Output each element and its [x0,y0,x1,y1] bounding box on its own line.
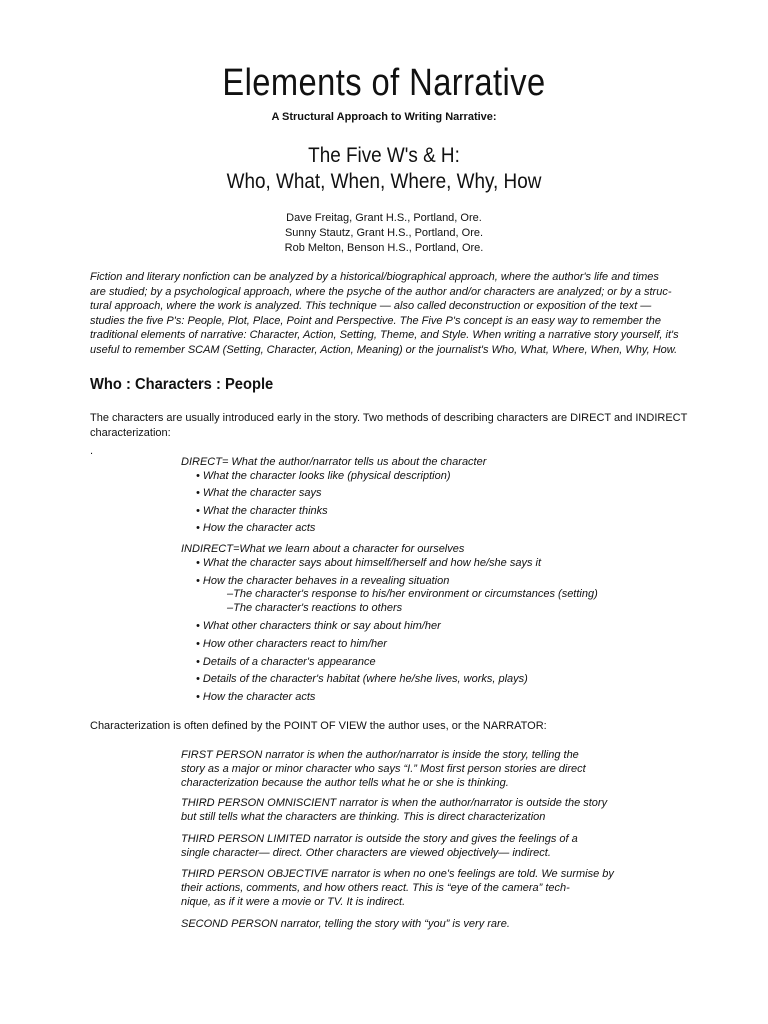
section-heading: Who : Characters : People [90,376,274,393]
pov-line: their actions, comments, and how others react. This is “eye of the camera” tech- [181,882,570,894]
pov-line: story as a major or minor character who says “I.” Most first person stories are direct [181,763,586,775]
pov-line: nique, as if it were a movie or TV. It is indirect. [181,896,406,908]
indirect-subitem: –The character's response to his/her environment or circumstances (setting) [227,588,598,600]
pov-line: THIRD PERSON OBJECTIVE narrator is when no one's feelings are told. We surmise by [181,868,614,880]
characters-intro [90,411,720,440]
intro-line: tural approach, where the work is analyzed. This technique — also called deconstruction or exposition of the text — [90,300,652,312]
intro-paragraph [90,270,710,357]
direct-item: • What the character thinks [196,505,328,517]
direct-item: • What the character says [196,487,322,499]
author-line: Rob Melton, Benson H.S., Portland, Ore. [284,242,484,254]
five-w-heading: The Five W's & H: [308,144,460,167]
indirect-item: • Details of the character's habitat (where he/she lives, works, plays) [196,673,528,685]
direct-heading: DIRECT= What the author/narrator tells us about the character [181,456,487,468]
indirect-subitem: –The character's reactions to others [227,602,403,614]
characters-intro-line: The characters are usually introduced early in the story. Two methods of describing characters are DIRECT and INDIRECT [90,412,688,424]
direct-item: • How the character acts [196,522,316,534]
pov-intro: Characterization is often defined by the POINT OF VIEW the author uses, or the NARRATOR: [90,720,547,732]
indirect-item: • How the character acts [196,691,316,703]
intro-line: traditional elements of narrative: Character, Action, Setting, Theme, and Style. When writing a narrative story yourself, it's [90,329,679,341]
author-line: Sunny Stautz, Grant H.S., Portland, Ore. [284,227,484,239]
intro-line: studies the five P's: People, Plot, Place, Point and Perspective. The Five P's concept is an easy way to remember the [90,314,661,327]
direct-item: • What the character looks like (physical description) [196,470,451,482]
characters-intro-line: characterization: [90,426,171,439]
indirect-item: • What other characters think or say about him/her [196,620,441,632]
pov-line: but still tells what the characters are thinking. This is direct characterization [181,811,546,823]
pov-line: characterization because the author tells what he or she is thinking. [181,777,509,789]
indirect-item: • What the character says about himself/herself and how he/she says it [196,557,542,569]
pov-line: FIRST PERSON narrator is when the author/narrator is inside the story, telling the [181,749,579,761]
who-what-heading: Who, What, When, Where, Why, How [226,170,542,193]
pov-line: THIRD PERSON OMNISCIENT narrator is when the author/narrator is outside the story [181,797,608,809]
indirect-heading: INDIRECT=What we learn about a character for ourselves [181,543,465,555]
pov-line: SECOND PERSON narrator, telling the story with “you” is very rare. [181,918,510,930]
indirect-item: • Details of a character's appearance [196,656,376,668]
author-line: Dave Freitag, Grant H.S., Portland, Ore. [286,212,482,224]
pov-line: single character— direct. Other characters are viewed objectively— indirect. [181,847,551,859]
stray-dot: . [90,445,94,457]
intro-line: Fiction and literary nonfiction can be analyzed by a historical/biographical approach, where the author's life and times [90,271,659,283]
document-title: Elements of Narrative [222,62,546,104]
indirect-item: • How other characters react to him/her [196,638,387,650]
pov-line: THIRD PERSON LIMITED narrator is outside the story and gives the feelings of a [181,833,578,845]
intro-line: useful to remember SCAM (Setting, Character, Action, Meaning) or the journalist's Who, What, Where, When, Why, How. [90,343,678,356]
author-list [0,211,768,256]
document-subtitle: A Structural Approach to Writing Narrative: [271,111,497,123]
intro-line: are studied; by a psychological approach, where the psyche of the author and/or characters are analyzed; or by a struc- [90,285,672,298]
indirect-item: • How the character behaves in a revealing situation [196,575,450,587]
